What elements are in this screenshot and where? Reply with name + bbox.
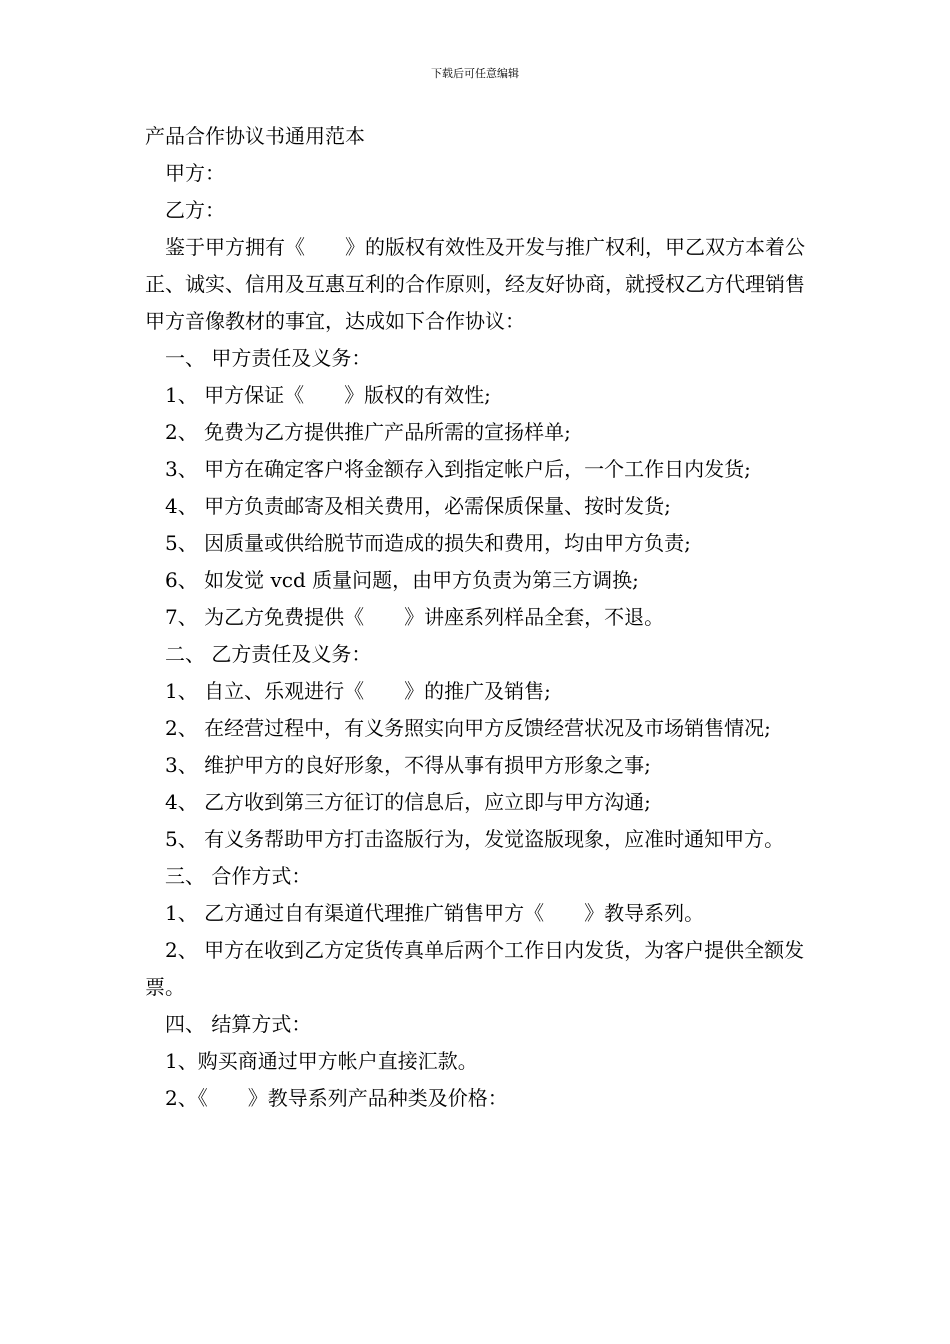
- clause: 4、 甲方负责邮寄及相关费用，必需保质保量、按时发货;: [165, 494, 671, 518]
- clause: 3、 甲方在确定客户将金额存入到指定帐户后，一个工作日内发货;: [165, 457, 751, 481]
- preamble-paragraph: 鉴于甲方拥有《 》的版权有效性及开发与推广权利，甲乙双方本着公正、诚实、信用及互惠互利的合作原则，经友好协商，就授权乙方代理销售甲方音像教材的事宜，达成如下合作协议：: [145, 235, 805, 333]
- section-heading: 三、 合作方式：: [165, 864, 312, 888]
- clause: 7、 为乙方免费提供《 》讲座系列样品全套，不退。: [165, 605, 665, 629]
- clause: 5、 因质量或供给脱节而造成的损失和费用，均由甲方负责;: [165, 531, 691, 555]
- clause: 2、 甲方在收到乙方定货传真单后两个工作日内发货，为客户提供全额发票。: [145, 938, 805, 999]
- section-heading: 一、 甲方责任及义务：: [165, 346, 372, 370]
- party-a-line: 甲方：: [165, 161, 225, 185]
- clause: 3、 维护甲方的良好形象，不得从事有损甲方形象之事;: [165, 753, 651, 777]
- clause: 1、购买商通过甲方帐户直接汇款。: [165, 1049, 478, 1073]
- document-title: 产品合作协议书通用范本: [145, 124, 365, 148]
- section-heading: 四、 结算方式：: [165, 1012, 312, 1036]
- clause: 1、 甲方保证《 》版权的有效性;: [165, 383, 491, 407]
- clause: 5、 有义务帮助甲方打击盗版行为，发觉盗版现象，应准时通知甲方。: [165, 827, 785, 851]
- page-header: 下载后可任意编辑: [431, 67, 519, 80]
- clause: 2、 在经营过程中，有义务照实向甲方反馈经营状况及市场销售情况;: [165, 716, 771, 740]
- document-body: [145, 118, 817, 1117]
- clause: 1、 自立、乐观进行《 》的推广及销售;: [165, 679, 551, 703]
- clause: 2、《 》教导系列产品种类及价格：: [165, 1086, 508, 1110]
- clause: 6、 如发觉 vcd 质量问题，由甲方负责为第三方调换;: [165, 568, 639, 592]
- party-b-line: 乙方：: [165, 198, 225, 222]
- section-heading: 二、 乙方责任及义务：: [165, 642, 372, 666]
- clause: 1、 乙方通过自有渠道代理推广销售甲方《 》教导系列。: [165, 901, 705, 925]
- clause: 2、 免费为乙方提供推广产品所需的宣扬样单;: [165, 420, 571, 444]
- clause: 4、 乙方收到第三方征订的信息后，应立即与甲方沟通;: [165, 790, 651, 814]
